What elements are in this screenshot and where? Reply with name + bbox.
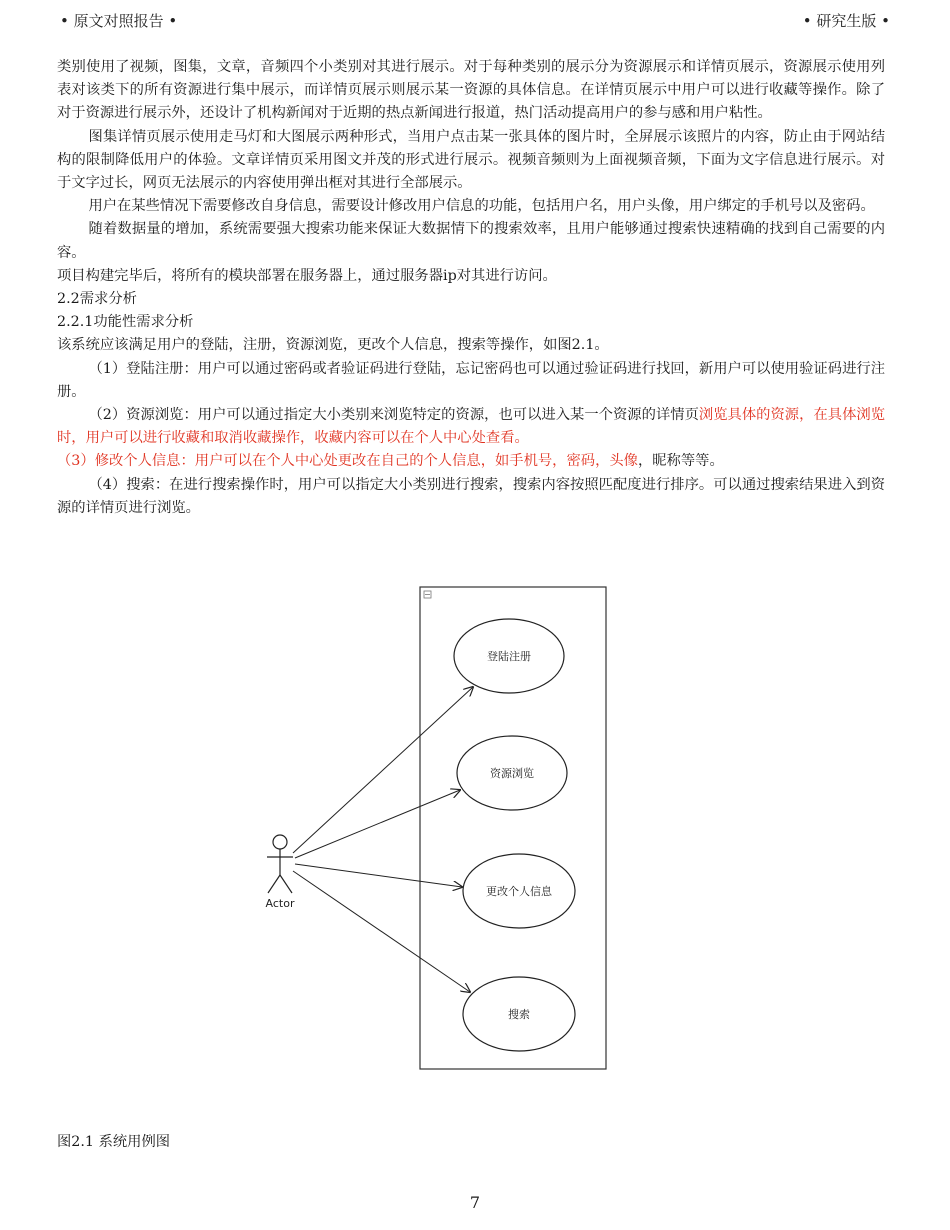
paragraph-1: 类别使用了视频，图集，文章，音频四个小类别对其进行展示。对于每种类别的展示分为资源展示和详情页展示，资源展示使用列表对该类下的所有资源进行集中展示，而详情页展示则展示某一资源的具体信息。在详情页展示中用户可以进行收藏等操作。除了对于资源进行展示外，还设计了机构新闻对于近期的热点新闻进行报道，热门活动提高用户的参与感和用户粘性。 [57, 59, 885, 122]
paragraph-4: 随着数据量的增加，系统需要强大搜索功能来保证大数据情下的搜索效率，且用户能够通过搜索快速精确的找到自己需要的内容。 [57, 221, 885, 261]
profile-text: ，昵称等等。 [637, 453, 724, 470]
association-line-profile [295, 864, 462, 887]
paragraph-2: 图集详情页展示使用走马灯和大图展示两种形式，当用户点击某一张具体的图片时，全屏展示该照片的内容，防止由于网站结构的限制降低用户的体验。文章详情页采用图文并茂的形式进行展示。视频音频则为上面视频音频，下面为文字信息进行展示。对于文字过长，网页无法展示的内容使用弹出框对其进行全部展示。 [57, 128, 885, 192]
use-case-profile-label: 更改个人信息 [486, 885, 552, 898]
paragraph-search: （4）搜索：在进行搜索操作时，用户可以指定大小类别进行搜索，搜索内容按照匹配度进行排序。可以通过搜索结果进入到资源的详情页进行浏览。 [57, 476, 885, 516]
section-heading-2-2-1: 2.2.1功能性需求分析 [57, 314, 194, 331]
use-case-search-label: 搜索 [508, 1008, 530, 1021]
association-line-browse [295, 790, 460, 858]
header-left: • 原文对照报告 • [60, 12, 178, 30]
paragraph-overview: 该系统应该满足用户的登陆，注册，资源浏览，更改个人信息，搜索等操作，如图2.1。 [57, 337, 609, 354]
browse-text: （2）资源浏览：用户可以通过指定大小类别来浏览特定的资源，也可以进入某一个资源的详情页 [88, 407, 699, 424]
actor-figure [267, 835, 293, 893]
paragraph-login: （1）登陆注册：用户可以通过密码或者验证码进行登陆，忘记密码也可以通过验证码进行找回，新用户可以使用验证码进行注册。 [57, 360, 885, 400]
use-case-login-label: 登陆注册 [487, 650, 531, 663]
browse-highlight: 浏览具体的资源，在具体浏览时，用户可以进行收藏和取消收藏操作，收藏内容可以在个人中心处查看。 [57, 407, 886, 447]
paragraph-profile [57, 450, 885, 473]
paragraph-3: 用户在某些情况下需要修改自身信息，需要设计修改用户信息的功能，包括用户名，用户头像，用户绑定的手机号以及密码。 [88, 198, 875, 215]
page-number: 7 [469, 1193, 481, 1212]
figure-caption: 图2.1 系统用例图 [57, 1134, 171, 1150]
section-heading-2-2: 2.2需求分析 [57, 291, 137, 308]
header-right: • 研究生版 • [802, 12, 890, 30]
body-text [57, 56, 885, 520]
actor-label: Actor [265, 897, 295, 910]
use-case-diagram [255, 585, 615, 1075]
profile-highlight: （3）修改个人信息：用户可以在个人中心处更改在自己的个人信息，如手机号，密码，头像 [57, 453, 638, 470]
paragraph-5: 项目构建完毕后，将所有的模块部署在服务器上，通过服务器ip对其进行访问。 [57, 267, 557, 284]
association-line-search [293, 871, 470, 992]
association-line-login [293, 687, 473, 853]
paragraph-browse [57, 404, 885, 450]
use-case-browse-label: 资源浏览 [490, 767, 534, 780]
